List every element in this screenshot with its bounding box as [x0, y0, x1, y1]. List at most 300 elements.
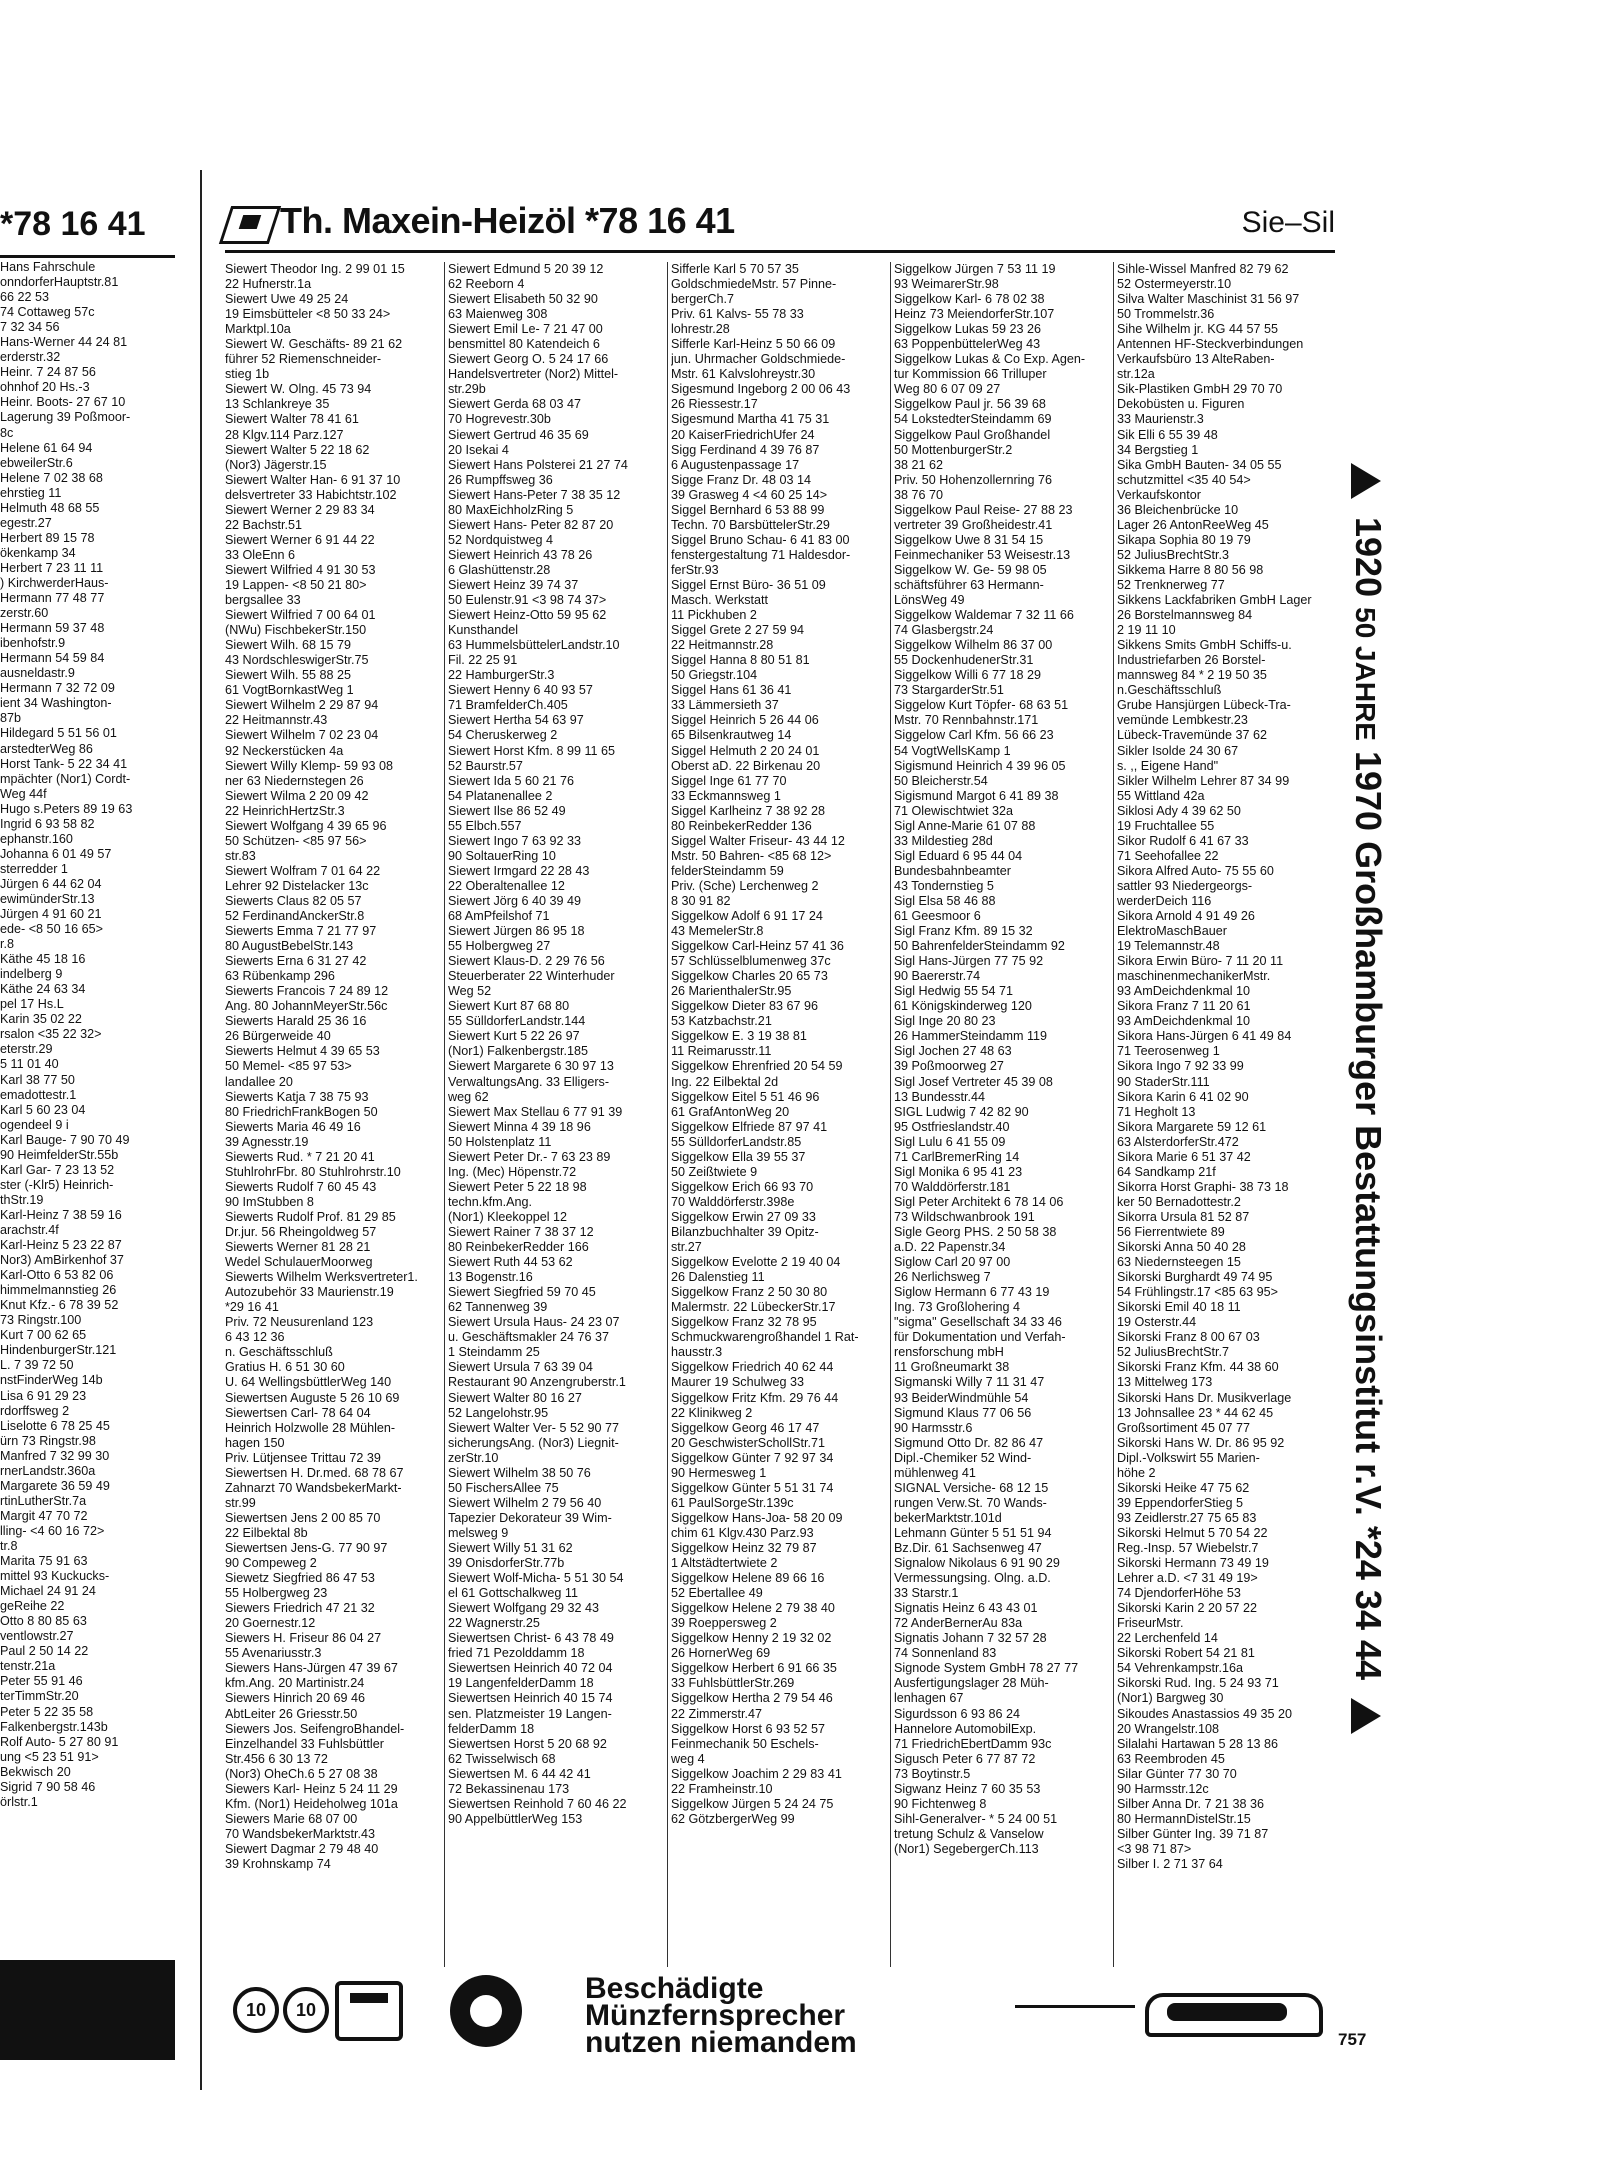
- directory-entry-line: Maurer 19 Schulweg 33: [671, 1375, 805, 1390]
- left-entry-line: ehrstieg 11: [0, 485, 62, 500]
- directory-entry-line: Mstr. 61 Kalvslohreystr.30: [671, 367, 816, 382]
- directory-entry-line: 26 Rumpffsweg 36: [448, 472, 553, 487]
- directory-entry-line: Feinmechaniker 53 Weisestr.13: [894, 547, 1071, 562]
- directory-entry-line: Mstr. 70 Rennbahnstr.171: [894, 713, 1039, 728]
- directory-entry-line: Sikorra Horst Graphi- 38 73 18: [1117, 1179, 1289, 1194]
- directory-entry-line: Siewert Hans-Peter 7 38 35 12: [448, 487, 621, 502]
- left-entry-line: geReihe 22: [0, 1599, 65, 1614]
- year-start: 1920: [1348, 517, 1389, 598]
- left-entry-line: Karl-Otto 6 53 82 06: [0, 1268, 114, 1283]
- directory-column-2: [448, 262, 659, 1967]
- left-entry-line: Helmuth 48 68 55: [0, 500, 100, 515]
- directory-entry-line: 72 AnderBernerAu 83a: [894, 1616, 1023, 1631]
- directory-entry-line: Autozubehör 33 Maurienstr.19: [225, 1285, 394, 1300]
- directory-entry-line: fried 71 Pezolddamm 18: [448, 1646, 585, 1661]
- directory-entry-line: Sikler Wilhelm Lehrer 87 34 99: [1117, 773, 1290, 788]
- directory-entry-line: Sigl Hans-Jürgen 77 75 92: [894, 954, 1044, 969]
- directory-entry-line: 55 SülldorferLandstr.144: [448, 1014, 586, 1029]
- directory-entry-line: fenstergestaltung 71 Haldesdor-: [671, 547, 851, 562]
- directory-entry-line: 63 Maienweg 308: [448, 307, 548, 322]
- directory-entry-line: Verkaufskontor: [1117, 487, 1202, 502]
- directory-entry-line: Siewert Ida 5 60 21 76: [448, 773, 575, 788]
- directory-entry-line: bensmittel 80 Katendeich 6: [448, 337, 600, 352]
- directory-entry-line: Siggelkow Paul Reise- 27 88 23: [894, 502, 1073, 517]
- directory-column-5: [1117, 262, 1328, 1967]
- directory-entry-line: 61 VogtBornkastWeg 1: [225, 683, 354, 698]
- directory-entry-line: landallee 20: [225, 1074, 293, 1089]
- directory-entry-line: 50 Holstenplatz 11: [448, 1134, 552, 1149]
- left-entry-line: egestr.27: [0, 515, 52, 530]
- directory-entry-line: 39 Roeppersweg 2: [671, 1616, 777, 1631]
- directory-entry-line: delsvertreter 33 Habichtstr.102: [225, 487, 397, 502]
- directory-entry-line: 55 Avenariusstr.3: [225, 1646, 322, 1661]
- directory-entry-line: Siewert Ursula 7 63 39 04: [448, 1360, 593, 1375]
- directory-entry-line: 34 Bergstieg 1: [1117, 442, 1199, 457]
- directory-entry-line: Siggel Karlheinz 7 38 92 28: [671, 803, 826, 818]
- directory-entry-line: Silar Günter 77 30 70: [1117, 1766, 1237, 1781]
- header-name-range: Sie–Sil: [1241, 206, 1335, 239]
- directory-entry-line: Siggelkow Elfriede 87 97 41: [671, 1119, 828, 1134]
- directory-entry-line: Ang. 80 JohannMeyerStr.56c: [225, 999, 388, 1014]
- directory-entry-line: Siewert Gertrud 46 35 69: [448, 427, 589, 442]
- directory-entry-line: Silber Günter Ing. 39 71 87: [1117, 1826, 1269, 1841]
- directory-entry-line: Siklosi Ady 4 39 62 50: [1117, 803, 1241, 818]
- directory-entry-line: Silalahi Hartawan 5 28 13 86: [1117, 1736, 1279, 1751]
- directory-entry-line: 63 Niedernsteegen 15: [1117, 1255, 1241, 1270]
- directory-entry-line: str.12a: [1117, 367, 1155, 382]
- directory-entry-line: 13 Johnsallee 23 * 44 62 45: [1117, 1405, 1274, 1420]
- directory-entry-line: Siewerts Harald 25 36 16: [225, 1014, 367, 1029]
- directory-entry-line: Siewert Uwe 49 25 24: [225, 292, 349, 307]
- directory-entry-line: Sikkens Lackfabriken GmbH Lager: [1117, 593, 1312, 608]
- left-entry-line: rdorffsweg 2: [0, 1403, 70, 1418]
- directory-entry-line: Siewert Willy Klemp- 59 93 08: [225, 758, 393, 773]
- left-entry-line: rnerLandstr.360a: [0, 1463, 96, 1478]
- directory-entry-line: Sigusch Peter 6 77 87 72: [894, 1751, 1036, 1766]
- directory-entry-line: 61 GrafAntonWeg 20: [671, 1104, 790, 1119]
- directory-entry-line: ElektroMaschBauer: [1117, 924, 1227, 939]
- directory-entry-line: 90 AppelbüttlerWeg 153: [448, 1811, 583, 1826]
- directory-entry-line: Siggelkow Eitel 5 51 46 96: [671, 1089, 820, 1104]
- directory-entry-line: Siggel Grete 2 27 59 94: [671, 623, 805, 638]
- left-entry-line: Manfred 7 32 99 30: [0, 1448, 110, 1463]
- directory-entry-line: Siewert Kurt 87 68 80: [448, 999, 570, 1014]
- directory-entry-line: Grube Hansjürgen Lübeck-Tra-: [1117, 698, 1291, 713]
- directory-entry-line: Ing. 22 Eilbektal 2d: [671, 1074, 779, 1089]
- triangle-logo-icon: [1351, 463, 1381, 499]
- directory-entry-line: Großsortiment 45 07 77: [1117, 1420, 1250, 1435]
- left-entry-line: Hermann 54 59 84: [0, 651, 105, 666]
- directory-entry-line: Siggelkow Willi 6 77 18 29: [894, 668, 1042, 683]
- heating-oil-logo-icon: [219, 206, 281, 244]
- directory-entry-line: 33 FuhlsbüttlerStr.269: [671, 1676, 795, 1691]
- left-entry-line: ewimünderStr.13: [0, 891, 95, 906]
- directory-entry-line: melsweg 9: [448, 1525, 509, 1540]
- directory-entry-line: Siggel Heinrich 5 26 44 06: [671, 713, 819, 728]
- directory-entry-line: sattler 93 Niedergeorgs-: [1117, 878, 1253, 893]
- directory-entry-line: Siewert Wilh. 55 88 25: [225, 668, 351, 683]
- directory-entry-line: Sigl Elsa 58 46 88: [894, 893, 996, 908]
- directory-entry-line: Priv. 50 Hohenzollernring 76: [894, 472, 1052, 487]
- directory-entry-line: Siggelkow Paul jr. 56 39 68: [894, 397, 1046, 412]
- directory-entry-line: 93 WeimarerStr.98: [894, 277, 999, 292]
- institute-phone: *24 34 44: [1348, 1525, 1389, 1681]
- left-entry-line: Margit 47 70 72: [0, 1508, 88, 1523]
- directory-entry-line: Siewert Hertha 54 63 97: [448, 713, 584, 728]
- directory-entry-line: Siewert Klaus-D. 2 29 76 56: [448, 954, 605, 969]
- left-entry-line: Käthe 45 18 16: [0, 952, 86, 967]
- directory-entry-line: Einzelhandel 33 Fuhlsbüttler: [225, 1736, 384, 1751]
- directory-entry-line: 39 Agnesstr.19: [225, 1134, 309, 1149]
- left-entry-line: ebweilerStr.6: [0, 455, 73, 470]
- directory-entry-line: 74 Glasbergstr.24: [894, 623, 994, 638]
- directory-entry-line: Siggel Walter Friseur- 43 44 12: [671, 833, 845, 848]
- directory-entry-line: chim 61 Klgv.430 Parz.93: [671, 1525, 814, 1540]
- directory-entry-line: Siggelkow Ella 39 55 37: [671, 1149, 806, 1164]
- directory-entry-line: 11 Reimarusstr.11: [671, 1044, 772, 1059]
- directory-entry-line: 22 Lerchenfeld 14: [1117, 1631, 1218, 1646]
- directory-entry-line: 19 Osterstr.44: [1117, 1315, 1197, 1330]
- left-entry-line: Liselotte 6 78 25 45: [0, 1418, 110, 1433]
- directory-entry-line: Siewert Werner 2 29 83 34: [225, 502, 375, 517]
- column-divider: [1113, 262, 1114, 1967]
- directory-entry-line: (Nor3) Jägerstr.15: [225, 457, 327, 472]
- directory-entry-line: Siewert Walter 80 16 27: [448, 1390, 582, 1405]
- directory-entry-line: Siewerts Katja 7 38 75 93: [225, 1089, 369, 1104]
- directory-entry-line: 53 Katzbachstr.21: [671, 1014, 772, 1029]
- directory-entry-line: 90 Compeweg 2: [225, 1556, 317, 1571]
- directory-entry-line: Feinmechanik 50 Eschels-: [671, 1736, 819, 1751]
- directory-entry-line: 52 Langelohstr.95: [448, 1405, 549, 1420]
- directory-entry-line: Siggelkow Helene 89 66 16: [671, 1571, 825, 1586]
- directory-entry-line: bergerCh.7: [671, 292, 735, 307]
- directory-entry-line: Siggelow Kurt Töpfer- 68 63 51: [894, 698, 1069, 713]
- directory-entry-line: Sigmanski Willy 7 11 31 47: [894, 1375, 1045, 1390]
- directory-entry-line: 56 Fierrentwiete 89: [1117, 1225, 1225, 1239]
- directory-entry-line: Heinz 73 MeiendorferStr.107: [894, 307, 1055, 322]
- directory-entry-line: Siewert Elisabeth 50 32 90: [448, 292, 598, 307]
- directory-entry-line: 50 MottenburgerStr.2: [894, 442, 1013, 457]
- directory-entry-line: (Nor1) Kleekoppel 12: [448, 1209, 568, 1224]
- left-entry-line: Hermann 7 32 72 09: [0, 681, 115, 696]
- left-entry-line: Weg 44f: [0, 786, 47, 801]
- directory-entry-line: Sikora Karin 6 41 02 90: [1117, 1089, 1249, 1104]
- directory-entry-line: Siewert Walter Ver- 5 52 90 77: [448, 1420, 620, 1435]
- directory-entry-line: Malermstr. 22 LübeckerStr.17: [671, 1300, 836, 1315]
- left-entry-line: tenstr.21a: [0, 1659, 56, 1674]
- left-entry-line: Jürgen 4 91 60 21: [0, 907, 102, 922]
- directory-entry-line: 80 ReinbekerRedder 136: [671, 818, 812, 833]
- directory-entry-line: str.99: [225, 1495, 256, 1510]
- directory-entry-line: Siewert Heinz-Otto 59 95 62: [448, 608, 607, 623]
- directory-entry-line: Siewert Walter 5 22 18 62: [225, 442, 370, 457]
- directory-entry-line: Siewert Heinz 39 74 37: [448, 577, 579, 592]
- directory-entry-line: 62 Twisselwisch 68: [448, 1751, 556, 1766]
- left-entry-line: mittel 93 Kuckucks-: [0, 1569, 110, 1584]
- left-entry-line: ausneldastr.9: [0, 666, 75, 681]
- directory-entry-line: Verkaufsbüro 13 AlteRaben-: [1117, 352, 1275, 367]
- directory-entry-line: Siewert Walter Han- 6 91 37 10: [225, 472, 401, 487]
- page-edge: [200, 170, 202, 2090]
- directory-entry-line: 1 Altstädtertwiete 2: [671, 1556, 778, 1571]
- directory-entry-line: Siggelkow Hans-Joa- 58 20 09: [671, 1510, 843, 1525]
- directory-entry-line: Priv. Lütjensee Trittau 72 39: [225, 1450, 381, 1465]
- directory-entry-line: Siggelkow Jürgen 5 24 24 75: [671, 1796, 834, 1811]
- left-entry-line: Heinr. 7 24 87 56: [0, 365, 96, 380]
- directory-entry-line: bekerMarktstr.101d: [894, 1510, 1002, 1525]
- left-entry-line: ürn 73 Ringstr.98: [0, 1433, 96, 1448]
- column-divider: [890, 262, 891, 1967]
- directory-entry-line: 90 Baererstr.74: [894, 969, 981, 984]
- directory-entry-line: Siewert Wilma 2 20 09 42: [225, 788, 369, 803]
- directory-entry-line: Siewert Hans Polsterei 21 27 74: [448, 457, 628, 472]
- directory-entry-line: Siewers Marie 68 07 00: [225, 1811, 358, 1826]
- left-entry-line: onndorferHauptstr.81: [0, 275, 119, 290]
- directory-entry-line: AbtLeiter 26 Griesstr.50: [225, 1706, 358, 1721]
- directory-entry-line: Tapezier Dekorateur 39 Wim-: [448, 1510, 612, 1525]
- directory-entry-line: 50 Bleicherstr.54: [894, 773, 988, 788]
- directory-entry-line: Dr.jur. 56 Rheingoldweg 57: [225, 1225, 377, 1239]
- directory-entry-line: Siewert Wilhelm 38 50 76: [448, 1465, 591, 1480]
- directory-entry-line: (Nor1) Falkenbergstr.185: [448, 1044, 588, 1059]
- directory-entry-line: 11 Pickhuben 2: [671, 608, 757, 623]
- directory-entry-line: Signalow Nikolaus 6 91 90 29: [894, 1556, 1060, 1571]
- directory-entry-line: Silber Anna Dr. 7 21 38 36: [1117, 1796, 1265, 1811]
- directory-entry-line: Siewert Minna 4 39 18 96: [448, 1119, 591, 1134]
- directory-entry-line: Sikora Margarete 59 12 61: [1117, 1119, 1267, 1134]
- left-entry-line: L. 7 39 72 50: [0, 1358, 74, 1373]
- directory-entry-line: Ing. 73 Großlohering 4: [894, 1300, 1021, 1315]
- directory-entry-line: Siewertsen M. 6 44 42 41: [448, 1766, 591, 1781]
- page-header: [225, 200, 1335, 248]
- directory-entry-line: 13 Mittelweg 173: [1117, 1375, 1213, 1390]
- directory-entry-line: Siewert Jürgen 86 95 18: [448, 924, 585, 939]
- directory-entry-line: Sihl-Generalver- * 5 24 00 51: [894, 1811, 1058, 1826]
- left-entry-line: Bekwisch 20: [0, 1764, 71, 1779]
- directory-entry-line: 55 Elbch.557: [448, 818, 522, 833]
- directory-entry-line: Siggelkow E. 3 19 38 81: [671, 1029, 807, 1044]
- directory-entry-line: Siewert Horst Kfm. 8 99 11 65: [448, 743, 616, 758]
- directory-entry-line: Sigl Anne-Marie 61 07 88: [894, 818, 1036, 833]
- directory-entry-line: ker 50 Bernadottestr.2: [1117, 1194, 1241, 1209]
- directory-entry-line: Siggelkow Waldemar 7 32 11 66: [894, 608, 1074, 623]
- directory-entry-line: ferStr.93: [671, 562, 719, 577]
- directory-entry-line: 22 Eilbektal 8b: [225, 1525, 308, 1540]
- left-entry-line: indelberg 9: [0, 967, 63, 982]
- left-entry-line: Rolf Auto- 5 27 80 91: [0, 1734, 119, 1749]
- directory-entry-line: Sigle Georg PHS. 2 50 58 38: [894, 1225, 1057, 1239]
- directory-entry-line: 22 Klinikweg 2: [671, 1405, 753, 1420]
- left-entry-line: Paul 2 50 14 22: [0, 1644, 89, 1659]
- directory-entry-line: 28 Klgv.114 Parz.127: [225, 427, 344, 442]
- directory-entry-line: Reg.-Insp. 57 Wiebelstr.7: [1117, 1540, 1259, 1555]
- directory-entry-line: Siggelkow Charles 20 65 73: [671, 969, 828, 984]
- left-page-phone-header: *78 16 41: [0, 205, 146, 243]
- directory-entry-line: 54 Frühlingstr.17 <85 63 95>: [1117, 1285, 1279, 1300]
- directory-entry-line: 1 Steindamm 25: [448, 1345, 540, 1360]
- directory-entry-line: Sikoudes Anastassios 49 35 20: [1117, 1706, 1293, 1721]
- directory-entry-line: 52 Baurstr.57: [448, 758, 523, 773]
- directory-entry-line: Siggelkow Joachim 2 29 83 41: [671, 1766, 842, 1781]
- left-entry-line: Michael 24 91 24: [0, 1584, 96, 1599]
- directory-entry-line: 6 Glashüttenstr.28: [448, 562, 551, 577]
- left-entry-line: 73 Ringstr.100: [0, 1313, 82, 1328]
- directory-entry-line: tur Kommission 66 Trilluper: [894, 367, 1047, 382]
- directory-entry-line: Siewertsen Jens 2 00 85 70: [225, 1510, 381, 1525]
- directory-entry-line: Oberst aD. 22 Birkenau 20: [671, 758, 821, 773]
- directory-entry-line: Sigwanz Heinz 7 60 35 53: [894, 1781, 1041, 1796]
- directory-entry-line: Ing. (Mec) Höpenstr.72: [448, 1164, 577, 1179]
- directory-entry-line: 19 Lappen- <8 50 21 80>: [225, 577, 367, 592]
- directory-entry-line: 57 Schlüsselblumenweg 37c: [671, 954, 831, 969]
- directory-entry-line: weg 4: [671, 1751, 705, 1766]
- directory-entry-line: Lübeck-Travemünde 37 62: [1117, 728, 1268, 743]
- directory-entry-line: 22 Hufnerstr.1a: [225, 277, 312, 292]
- directory-entry-line: 36 Bleichenbrücke 10: [1117, 502, 1239, 517]
- left-entry-line: Falkenbergstr.143b: [0, 1719, 108, 1734]
- directory-entry-line: 62 GötzbergerWeg 99: [671, 1811, 795, 1826]
- directory-entry-line: 13 Bogenstr.16: [448, 1270, 533, 1285]
- directory-entry-line: Signode System GmbH 78 27 77: [894, 1661, 1079, 1676]
- left-entry-line: örlstr.1: [0, 1794, 38, 1809]
- directory-entry-line: 39 Poßmoorweg 27: [894, 1059, 1004, 1074]
- directory-entry-line: 90 Hermesweg 1: [671, 1465, 767, 1480]
- left-entry-line: tr.8: [0, 1538, 18, 1553]
- left-entry-line: Ingrid 6 93 58 82: [0, 816, 95, 831]
- directory-entry-line: Sigl Inge 20 80 23: [894, 1014, 996, 1029]
- directory-entry-line: str.29b: [448, 382, 486, 397]
- directory-entry-line: 55 Holbergweg 23: [225, 1586, 328, 1601]
- directory-entry-line: 54 VogtWellsKamp 1: [894, 743, 1011, 758]
- directory-entry-line: 20 Wrangelstr.108: [1117, 1721, 1219, 1736]
- directory-entry-line: 22 Heitmannstr.28: [671, 638, 774, 653]
- directory-entry-line: 74 DjendorferHöhe 53: [1117, 1586, 1241, 1601]
- directory-entry-line: Siewertsen Horst 5 20 68 92: [448, 1736, 607, 1751]
- directory-entry-line: Siggelow Carl Kfm. 56 66 23: [894, 728, 1054, 743]
- directory-entry-line: 38 21 62: [894, 457, 944, 472]
- directory-entry-line: Ausfertigungslager 28 Müh-: [894, 1676, 1049, 1691]
- directory-entry-line: 71 Seehofallee 22: [1117, 848, 1219, 863]
- directory-entry-line: Siewert Hans- Peter 82 87 20: [448, 517, 614, 532]
- directory-entry-line: Dekobüsten u. Figuren: [1117, 397, 1245, 412]
- directory-entry-line: sicherungsAng. (Nor3) Liegnit-: [448, 1435, 619, 1450]
- directory-entry-line: hausstr.3: [671, 1345, 723, 1360]
- directory-column-3: [671, 262, 882, 1967]
- directory-entry-line: mühlenweg 41: [894, 1465, 976, 1480]
- directory-entry-line: 50 FischersAllee 75: [448, 1480, 559, 1495]
- directory-entry-line: Sikorski Hans W. Dr. 86 95 92: [1117, 1435, 1285, 1450]
- directory-entry-line: Sik Elli 6 55 39 48: [1117, 427, 1218, 442]
- directory-entry-line: 70 WandsbekerMarktstr.43: [225, 1826, 376, 1841]
- directory-entry-line: Siewertsen Reinhold 7 60 46 22: [448, 1796, 627, 1811]
- directory-entry-line: Hannelore AutomobilExp.: [894, 1721, 1037, 1736]
- directory-entry-line: ner 63 Niedernstegen 26: [225, 773, 364, 788]
- directory-entry-line: 71 BramfelderCh.405: [448, 698, 568, 713]
- directory-entry-line: Sikkens Smits GmbH Schiffs-u.: [1117, 638, 1292, 653]
- jubilee-label: 50 JAHRE: [1350, 607, 1381, 741]
- directory-entry-line: Siewert Georg O. 5 24 17 66: [448, 352, 609, 367]
- directory-entry-line: Kfm. (Nor1) Heideholweg 101a: [225, 1796, 398, 1811]
- directory-entry-line: Signatis Heinz 6 43 43 01: [894, 1601, 1038, 1616]
- directory-entry-line: 19 Telemannstr.48: [1117, 939, 1220, 954]
- directory-entry-line: maschinenmechanikerMstr.: [1117, 969, 1271, 984]
- directory-entry-line: Sikorski Franz 8 00 67 03: [1117, 1330, 1260, 1345]
- directory-entry-line: Sigmund Klaus 77 06 56: [894, 1405, 1032, 1420]
- directory-entry-line: (Nor1) SegebergerCh.113: [894, 1841, 1039, 1856]
- directory-entry-line: Siggelkow Horst 6 93 52 57: [671, 1721, 826, 1736]
- left-entry-line: Knut Kfz.- 6 78 39 52: [0, 1298, 119, 1313]
- directory-entry-line: 26 HammerSteindamm 119: [894, 1029, 1048, 1044]
- directory-entry-line: Siggelkow Heinz 32 79 87: [671, 1540, 817, 1555]
- directory-entry-line: hagen 150: [225, 1435, 285, 1450]
- directory-entry-line: VerwaltungsAng. 33 Elligers-: [448, 1074, 610, 1089]
- directory-entry-line: Zahnarzt 70 WandsbekerMarkt-: [225, 1480, 402, 1495]
- directory-entry-line: Siewerts Wilhelm Werksvertreter1.: [225, 1270, 418, 1285]
- left-entry-line: Peter 5 22 35 58: [0, 1704, 94, 1719]
- directory-entry-line: Siewers Karl- Heinz 5 24 11 29: [225, 1781, 398, 1796]
- directory-entry-line: Siggelkow Wilhelm 86 37 00: [894, 638, 1053, 653]
- left-entry-line: Marita 75 91 63: [0, 1554, 88, 1569]
- left-entry-line: Lagerung 39 Poßmoor-: [0, 410, 131, 425]
- funeral-institute-ad-band: [1338, 455, 1398, 1725]
- directory-entry-line: Sifferle Karl-Heinz 5 50 66 09: [671, 337, 836, 352]
- directory-entry-line: Sigismund Heinrich 4 39 96 05: [894, 758, 1066, 773]
- directory-entry-line: 73 StargarderStr.51: [894, 683, 1004, 698]
- left-entry-line: Helene 61 64 94: [0, 440, 93, 455]
- directory-entry-line: 20 KaiserFriedrichUfer 24: [671, 427, 815, 442]
- directory-entry-line: Siewertsen H. Dr.med. 68 78 67: [225, 1465, 404, 1480]
- directory-entry-line: Antennen HF-Steckverbindungen: [1117, 337, 1304, 352]
- directory-entry-line: 52 Trenknerweg 77: [1117, 577, 1225, 592]
- directory-entry-line: Sikora Alfred Auto- 75 55 60: [1117, 863, 1274, 878]
- directory-entry-line: Restaurant 90 Anzengruberstr.1: [448, 1375, 626, 1390]
- left-entry-line: Hans Fahrschule: [0, 260, 96, 274]
- left-entry-line: ient 34 Washington-: [0, 696, 112, 711]
- directory-entry-line: 33 Eckmannsweg 1: [671, 788, 781, 803]
- left-entry-line: r.8: [0, 937, 15, 952]
- directory-entry-line: Siewert Emil Le- 7 21 47 00: [448, 322, 603, 337]
- directory-entry-line: 74 Sonnenland 83: [894, 1646, 997, 1661]
- directory-entry-line: Siewert Edmund 5 20 39 12: [448, 262, 604, 276]
- directory-entry-line: sen. Platzmeister 19 Langen-: [448, 1706, 612, 1721]
- directory-entry-line: Siggelkow Henny 2 19 32 02: [671, 1631, 832, 1646]
- left-entry-line: Karl-Heinz 7 38 59 16: [0, 1207, 122, 1222]
- directory-entry-line: Siewertsen Heinrich 40 72 04: [448, 1661, 613, 1676]
- directory-entry-line: Siggel Bernhard 6 53 88 99: [671, 502, 825, 517]
- directory-entry-line: Bundesbahnbeamter: [894, 863, 1011, 878]
- directory-entry-line: Sigismund Margot 6 41 89 38: [894, 788, 1059, 803]
- directory-entry-line: 80 HermannDistelStr.15: [1117, 1811, 1251, 1826]
- directory-entry-line: tretung Schulz & Vanselow: [894, 1826, 1044, 1841]
- directory-entry-line: 13 Bundesstr.44: [894, 1089, 986, 1104]
- directory-entry-line: 55 DockenhudenerStr.31: [894, 653, 1034, 668]
- directory-entry-line: Siewert Siegfried 59 70 45: [448, 1285, 596, 1300]
- directory-entry-line: 2 19 11 10: [1117, 623, 1176, 638]
- directory-entry-line: Fil. 22 25 91: [448, 653, 518, 668]
- directory-entry-line: 33 Maurienstr.3: [1117, 412, 1204, 427]
- header-title: Th. Maxein-Heizöl *78 16 41: [280, 200, 735, 241]
- directory-entry-line: Siewert Max Stellau 6 77 91 39: [448, 1104, 623, 1119]
- directory-entry-line: 61 PaulSorgeStr.139c: [671, 1495, 794, 1510]
- payphone-ad: [225, 1972, 1335, 2065]
- directory-entry-line: Siewerts Francois 7 24 89 12: [225, 984, 389, 999]
- left-entry-line: emadottestr.1: [0, 1087, 77, 1102]
- left-entry-line: arstedterWeg 86: [0, 741, 93, 756]
- directory-entry-line: Sikorski Franz Kfm. 44 38 60: [1117, 1360, 1279, 1375]
- header-rule: [225, 250, 1335, 253]
- directory-entry-line: Siewert W. Olng. 45 73 94: [225, 382, 372, 397]
- directory-entry-line: 39 OnisdorferStr.77b: [448, 1556, 565, 1571]
